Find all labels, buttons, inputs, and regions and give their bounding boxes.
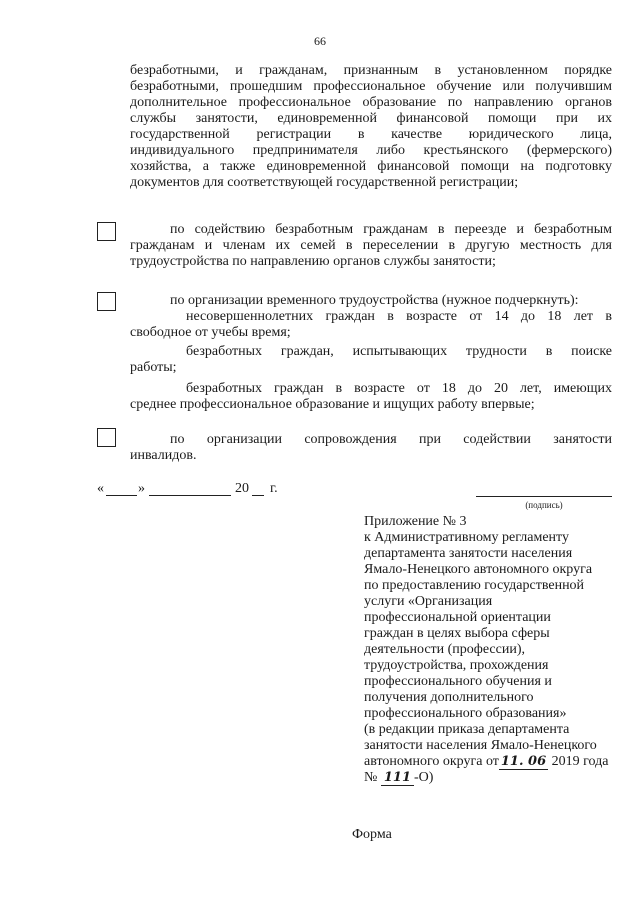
- appendix-line: трудоустройства, прохождения: [364, 658, 549, 673]
- appendix-line: услуги «Организация: [364, 594, 493, 609]
- year-suffix: г.: [270, 481, 278, 496]
- appendix-number-line: [364, 770, 624, 786]
- appendix-line: профессионального обучения и: [364, 674, 552, 689]
- text-line: работы;: [130, 360, 177, 375]
- year-field[interactable]: [252, 495, 264, 496]
- appendix-header: [364, 514, 624, 786]
- appendix-line: получения дополнительного: [364, 690, 534, 705]
- continuation-paragraph: [130, 63, 612, 191]
- text-line: хозяйства, а также единовременной финансовой помощи на подготовку: [130, 159, 612, 174]
- text-line: инвалидов.: [130, 448, 197, 463]
- text-line: государственной регистрации в качестве юридического лица,: [130, 127, 612, 142]
- appendix-date-prefix: автономного округа от: [364, 754, 499, 769]
- text-line: безработных граждан в возрасте от 18 до 20 лет, имеющих: [186, 381, 612, 396]
- text-line: безработными, прошедшим профессиональное обучение или получившим: [130, 79, 612, 94]
- checkbox-disabled-support[interactable]: [97, 428, 116, 447]
- appendix-date-line: [364, 754, 624, 770]
- text-line: гражданам и членам их семей в переселении в другую местность для: [130, 238, 612, 253]
- appendix-line: по предоставлению государственной: [364, 578, 585, 593]
- checkbox-relocation[interactable]: [97, 222, 116, 241]
- appendix-line: граждан в целях выбора сферы: [364, 626, 550, 641]
- checkbox-temporary-employment[interactable]: [97, 292, 116, 311]
- close-quote: »: [138, 481, 145, 496]
- appendix-line: Ямало-Ненецкого автономного округа: [364, 562, 593, 577]
- page-number: 66: [314, 34, 326, 48]
- appendix-date-suffix: 2019 года: [551, 754, 609, 769]
- text-line: безработных граждан, испытывающих трудности в поиске: [186, 344, 612, 359]
- appendix-line: к Административному регламенту: [364, 530, 569, 545]
- appendix-line: профессионального образования»: [364, 706, 567, 721]
- text-line: безработными, и гражданам, признанным в установленном порядке: [130, 63, 612, 78]
- text-line: трудоустройства по направлению органов службы занятости;: [130, 254, 496, 269]
- option-temporary-employment: [130, 293, 612, 413]
- text-line: несовершеннолетних граждан в возрасте от 14 до 18 лет в: [186, 309, 612, 324]
- signature-line[interactable]: [476, 496, 612, 497]
- option-heading: по организации временного трудоустройства (нужное подчеркнуть):: [170, 293, 579, 308]
- handwritten-date: 11. 06: [500, 754, 547, 769]
- day-field[interactable]: [106, 495, 137, 496]
- option-relocation: [130, 222, 612, 270]
- appendix-title: Приложение № 3: [364, 514, 467, 529]
- text-line: документов для соответствующей государственной регистрации;: [130, 175, 519, 190]
- appendix-line: занятости населения Ямало-Ненецкого: [364, 738, 597, 753]
- appendix-line: профессиональной ориентации: [364, 610, 551, 625]
- form-label: Форма: [352, 827, 392, 842]
- text-line: по содействию безработным гражданам в переезде и безработным: [170, 222, 612, 237]
- option-disabled-support: [130, 432, 612, 464]
- year-prefix: 20: [235, 481, 249, 496]
- text-line: по организации сопровождения при содействии занятости: [170, 432, 612, 447]
- text-line: службы занятости, единовременной финансовой помощи при их: [130, 111, 612, 126]
- appendix-number-suffix: -О): [414, 770, 434, 785]
- month-field[interactable]: [149, 495, 231, 496]
- appendix-line: департамента занятости населения: [364, 546, 573, 561]
- appendix-line: деятельности (профессии),: [364, 642, 526, 657]
- text-line: дополнительное профессиональное образование по направлению органов: [130, 95, 612, 110]
- signature-caption: (подпись): [525, 500, 563, 510]
- date-line: [97, 481, 297, 499]
- handwritten-number: 111: [381, 770, 414, 786]
- text-line: индивидуального предпринимателя либо крестьянского (фермерского): [130, 143, 612, 158]
- appendix-number-prefix: №: [364, 770, 378, 785]
- open-quote: «: [97, 481, 104, 496]
- appendix-line: (в редакции приказа департамента: [364, 722, 570, 737]
- text-line: свободное от учебы время;: [130, 325, 291, 340]
- text-line: среднее профессиональное образование и ищущих работу впервые;: [130, 397, 535, 412]
